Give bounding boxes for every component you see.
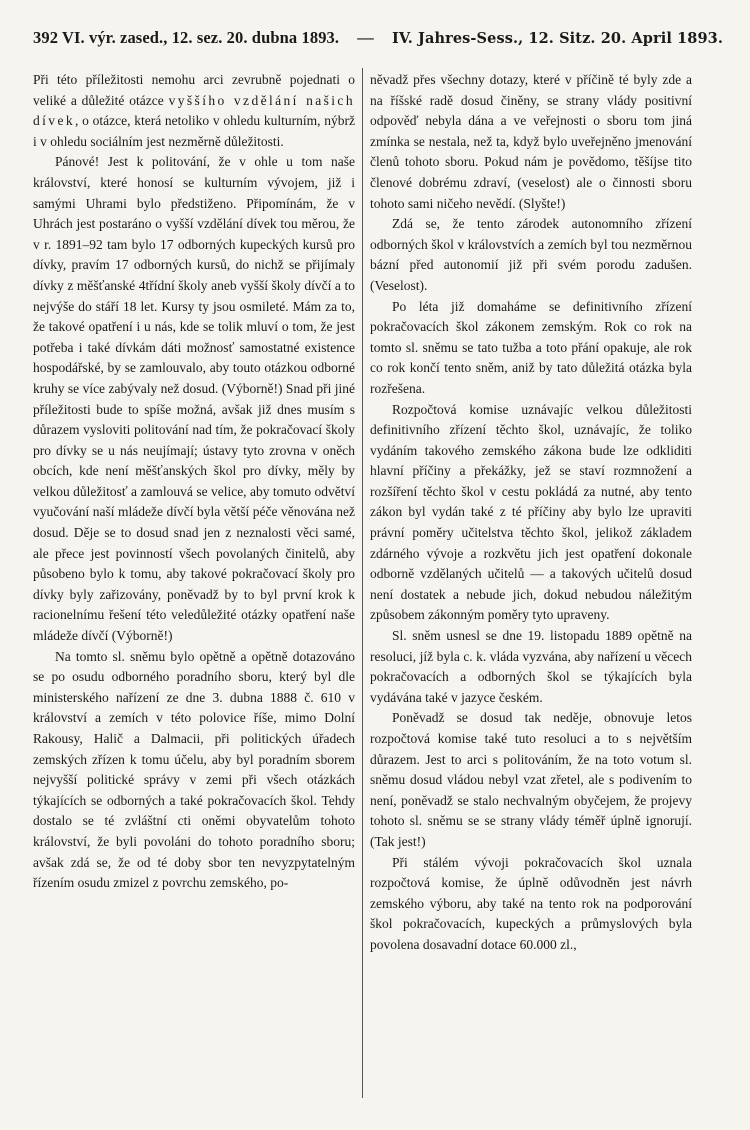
text-run: Při této příležitosti nemohu arci zevrubně pojednati o veliké a důležité otázce [33, 72, 355, 108]
column-rule [362, 68, 363, 1098]
paragraph: Pánové! Jest k politování, že v ohle u tom naše království, které honosí se kulturním vývojem, již i samými Uhrami bylo předstiženo. Připomínám, že v Uhrách jest postaráno o vyšší vzdělání dívek tou měrou, že v r. 1891–92 tam bylo 17 odborných kupeckých kursů pro dívky, pravím 17 odborných kursů, do nichž se přijímaly dívky z měšťanské 4třídní školy aneb vyšší školy dívčí a to nejvýše do stáří 18 let. Kursy ty jsou osmileté. Mám za to, že takové opatření i u nás, kde se tolik mluví o tom, že jest potřeba i také dívkám dáti možnosť samostatné existence hospodářské, by se zamlouvalo, aby touto otázkou odborné kruhy se více zabývaly než dosud. (Výborně!) Snad při jiné příležitosti bude to spíše možná, avšak již dnes musím s důrazem vysloviti politování nad tím, že pokračovací školy pro dívky se u nás neujímají; ústavy tyto zrovna v oněch obcích, kde není měšťanských škol pro dívky, měly by velkou důležitosť a zamlouvá se velice, aby tomuto odvětví vyučování naší mládeže dívčí byla větší péče věnována než dosud. Děje se to dosud snad jen z neznalosti věci samé, ale přece jest povinností všech povolaných činitelů, aby působeno bylo k tomu, aby takové pokračovací školy pro dívky byly zařizovány, poněvadž by to byl první krok k racionelnímu řešení této veledůležité otázky opatření naše mládeže dívčí (Výborně!) [33, 154, 355, 644]
running-header [33, 28, 723, 48]
header-separator: — [357, 28, 374, 47]
left-column [33, 70, 355, 894]
header-right: IV. Jahres-Sess., 12. Sitz. 20. April 1893. [392, 30, 723, 47]
paragraph: něvadž přes všechny dotazy, které v příčině té byly zde a na říšské radě dosud činěny, se strany vlády positivní odpověď nebyla dána a ve veřejnosti o sboru tom jiná zmínka se nestala, než ta, když bylo uveřejněno jmenování členů tohoto sboru. Pokud nám je povědomo, těšíjse tito členové dobrému zdraví, (veselost) ale o činnosti sboru tohoto sami ničeho nevědí. (Slyšte!) [370, 72, 692, 211]
text-run: , o otázce, která netoliko v ohledu kulturním, nýbrž i v ohledu sociálním jest nezměrně důležitosti. [33, 113, 355, 149]
paragraph: Po léta již domaháme se definitivního zřízení pokračovacích škol zákonem zemským. Rok co rok na tomto sl. sněmu se tato tužba a toto přání opakuje, ale rok co rok končí tento sněm, aniž by tato důležitá otázka byla rozřešena. [370, 298, 692, 396]
paragraph: Při stálém vývoji pokračovacích škol uznala rozpočtová komise, že úplně odůvodněn jest návrh zemského výboru, aby také na tento rok na podporování škol pokračovacích, kupeckých a průmyslových byla povolena dosavadní dotace 60.000 zl., [370, 854, 692, 952]
right-column [370, 70, 692, 956]
paragraph: Sl. sněm usnesl se dne 19. listopadu 1889 opětně na resoluci, jíž byla c. k. vláda vyzvána, aby nařízení u věcech pokračovacích a odborných škol se týkajících byla vydávána také v jazyce českém. [370, 628, 692, 705]
spaced-emphasis: vyššího vzdělání našich dívek [33, 92, 355, 129]
paragraph: Na tomto sl. sněmu bylo opětně a opětně dotazováno se po osudu odborného poradního sboru, který byl dle ministerského nařízení ze dne 3. dubna 1888 č. 610 v království a zemích v této polovice říše, mimo Dolní Rakousy, Halič a Dalmacii, při politických úřadech zemských zřízen k tomu účelu, aby byl poradním sborem nejvyšší politické správy v zemi při všech otázkách týkajících se odborných a také pokračovacích škol. Tehdy dostalo se té zvláštní cti oněmi obyvatelům tohoto království, že byli povoláni do tohoto poradního sboru; avšak zdá se, že od té doby sbor ten nevyzpytatelným řízením osudu zmizel z povrchu zemského, po- [33, 648, 355, 891]
paragraph: Zdá se, že tento zárodek autonomního zřízení odborných škol v královstvích a zemích byl tou nezměrnou bázní před autonomií již při svém porodu zadušen. (Veselost). [370, 216, 692, 293]
paragraph [33, 70, 355, 152]
paragraph: Rozpočtová komise uznávajíc velkou důležitosti definitivního zřízení těchto škol, uznávajíc, že toliko vydáním takového zemského zákona bude lze odkliditi hlavní příčiny a překážky, jež se staví rozmnožení a rozšíření těchto škol v cestu pokládá za nutné, aby tento zákon byl vydán také z té příčiny aby bylo lze upraviti právní poměry učitelstva těchto škol, jelikož základem zdárného vývoje a rozkvětu jich jest opatření dokonale odborně vzdělaných učitelů — a takových učitelů dosud není dostatek a nebude jich, dokud nebudou náležitým způsobem zákonným poměry tyto upraveny. [370, 401, 692, 623]
paragraph: Poněvadž se dosud tak neděje, obnovuje letos rozpočtová komise také tuto resoluci a to s největším důrazem. Jest to arci s politováním, že na toto votum sl. sněmu dosud vládou nebyl vzat zřetel, ale s podivením to není, poněvadž se stalo nechvalným obyčejem, že projevy tohoto sl. sněmu se se strany vlády téměř úplně ignorují. (Tak jest!) [370, 710, 692, 849]
header-left: 392 VI. výr. zased., 12. sez. 20. dubna 1893. [33, 28, 340, 47]
